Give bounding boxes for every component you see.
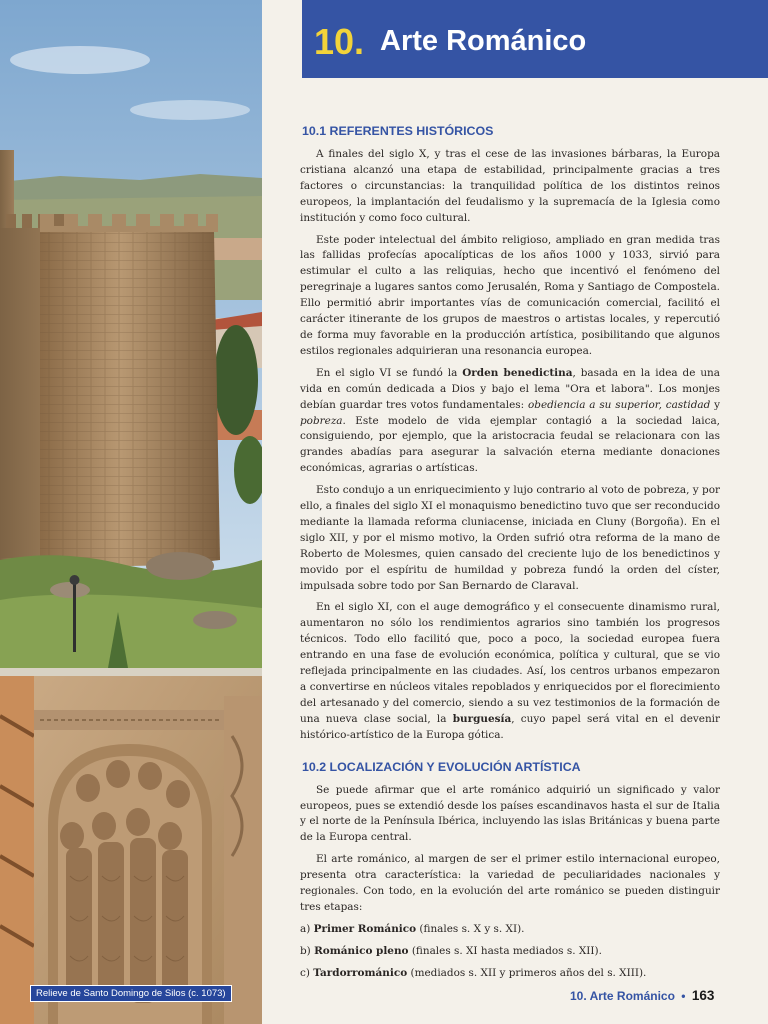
text-run: En el siglo VI se fundó la bbox=[316, 366, 463, 379]
footer-separator: • bbox=[681, 989, 686, 1003]
paragraph: Se puede afirmar que el arte románico adquirió un significado y valor europeos, pues se extendió desde los países escandinavos hasta el sur de Italia y el norte de la Península Ibérica, incluyendo las islas Británicas y buena parte de la Europa central. bbox=[300, 783, 720, 844]
photo-caption: Relieve de Santo Domingo de Silos (c. 1073) bbox=[30, 985, 232, 1002]
paragraph: Este poder intelectual del ámbito religioso, ampliado en gran medida tras las fallidas profecías apocalípticas de los años 1000 y 1033, sirvió para estimular el culto a las reliquias, hecho que incentivó el fenómeno del peregrinaje a lugares santos como Jerusalén, Roma y Santiago de Compostela. Ello permitió abrir importantes vías de comunicación comercial, facilitó el carácter itinerante de los grupos de maestros o artistas locales, y repercutió de forma muy favorable en la producción artística, posibilitando que algunos estilos regionales adquirieran una resonancia europea. bbox=[300, 233, 720, 357]
text-run: y bbox=[710, 398, 720, 411]
footer-chapter-label: 10. Arte Románico bbox=[570, 989, 675, 1003]
illustrations-column bbox=[0, 0, 262, 1024]
main-text bbox=[300, 124, 720, 988]
section-heading-localizacion: 10.2 LOCALIZACIÓN Y EVOLUCIÓN ARTÍSTICA bbox=[302, 759, 581, 774]
chapter-number: 10. bbox=[314, 21, 365, 62]
paragraph: El arte románico, al margen de ser el primer estilo internacional europeo, presenta otra característica: la variedad de peculiaridades nacionales y regionales. Con todo, en la evolución del arte románico se pueden distinguir tres etapas: bbox=[300, 853, 720, 913]
stage-name: Tardorrománico bbox=[313, 966, 408, 979]
stage-period: (mediados s. XII y primeros años del s. XIII). bbox=[410, 966, 647, 979]
relief-santo-domingo-photo bbox=[0, 676, 262, 1024]
page-number: 163 bbox=[691, 988, 715, 1003]
chapter-title: Arte Románico bbox=[380, 25, 587, 57]
avila-wall-tower-photo bbox=[0, 0, 262, 668]
list-item-stage bbox=[300, 944, 720, 960]
text-run: En el siglo XI, con el auge demográfico y el consecuente dinamismo rural, aumentaron no sólo los rendimientos agrarios sino también los progresos técnicos. Todo ello facilitó que, poco a poco, la sociedad europea fuera entrando en una fase de evolución económica, política y cultural, que se vio reflejada principalmente en las ciudades. Así, los centros urbanos empezaron a convertirse en núcleos vitales repoblados y enriquecidos por el florecimiento del artesanado y del comercio, siendo a su vez testimonios de la formación de una nueva clase social, la bbox=[300, 601, 720, 725]
stage-period: (finales s. X y s. XI). bbox=[419, 922, 525, 935]
stage-period: (finales s. XI hasta mediados s. XII). bbox=[411, 944, 602, 957]
list-item-stage bbox=[300, 966, 720, 982]
paragraph: A finales del siglo X, y tras el cese de las invasiones bárbaras, la Europa cristiana alcanzó una etapa de estabilidad, principalmente gracias a tres factores o circunstancias: la tranquilidad política de los distintos reinos europeos, la implantación del feudalismo y la supremacía de la Iglesia como institución y como foco cultural. bbox=[300, 148, 720, 224]
list-letter: c) bbox=[300, 966, 310, 979]
italic-term: pobreza bbox=[300, 414, 343, 427]
paragraph: Esto condujo a un enriquecimiento y lujo contrario al voto de pobreza, y por ello, a finales del siglo XI el monaquismo benedictino tuvo que ser reconducido mediante la llamada reforma cluniacense, iniciada en Cluny (Borgoña). En el siglo XII, y por el mismo motivo, la Orden sufrió otra reforma de la mano de Roberto de Molesmes, quien cansado del creciente lujo de los benedictinos y movido por el espíritu de humildad y pobreza fundó la orden del císter, impulsada sobre todo por San Bernardo de Claraval. bbox=[300, 484, 720, 592]
text-run: . Este modelo de vida ejemplar contagió a la sociedad laica, consiguiendo, por ejemplo, que la aristocracia feudal se relacionara con las grandes abadías para asegurar la salvación eterna mediante donaciones económicas, agrarias o artísticas. bbox=[300, 414, 720, 475]
italic-term: obediencia a su superior, castidad bbox=[527, 398, 711, 411]
stage-name: Primer Románico bbox=[313, 922, 417, 935]
paragraph bbox=[300, 366, 720, 477]
bold-term-orden-benedictina: Orden benedictina bbox=[462, 366, 573, 379]
stage-name: Románico pleno bbox=[314, 944, 409, 957]
list-letter: b) bbox=[300, 944, 311, 957]
bold-term-burguesia: burguesía bbox=[452, 712, 512, 725]
chapter-header bbox=[302, 0, 768, 78]
section-heading-referentes: 10.1 REFERENTES HISTÓRICOS bbox=[302, 124, 494, 138]
paragraph bbox=[300, 600, 720, 743]
list-item-stage bbox=[300, 922, 720, 938]
list-letter: a) bbox=[300, 922, 311, 935]
text-run: , cuyo papel será vital en el devenir histórico-artístico de la Europa gótica. bbox=[300, 712, 721, 741]
page-footer bbox=[570, 988, 714, 1003]
text-run: , basada en la idea de una vida en común dedicada a Dios y bajo el lema "Ora et labora". Los monjes debían guardar tres votos fundamentales: bbox=[300, 366, 720, 411]
